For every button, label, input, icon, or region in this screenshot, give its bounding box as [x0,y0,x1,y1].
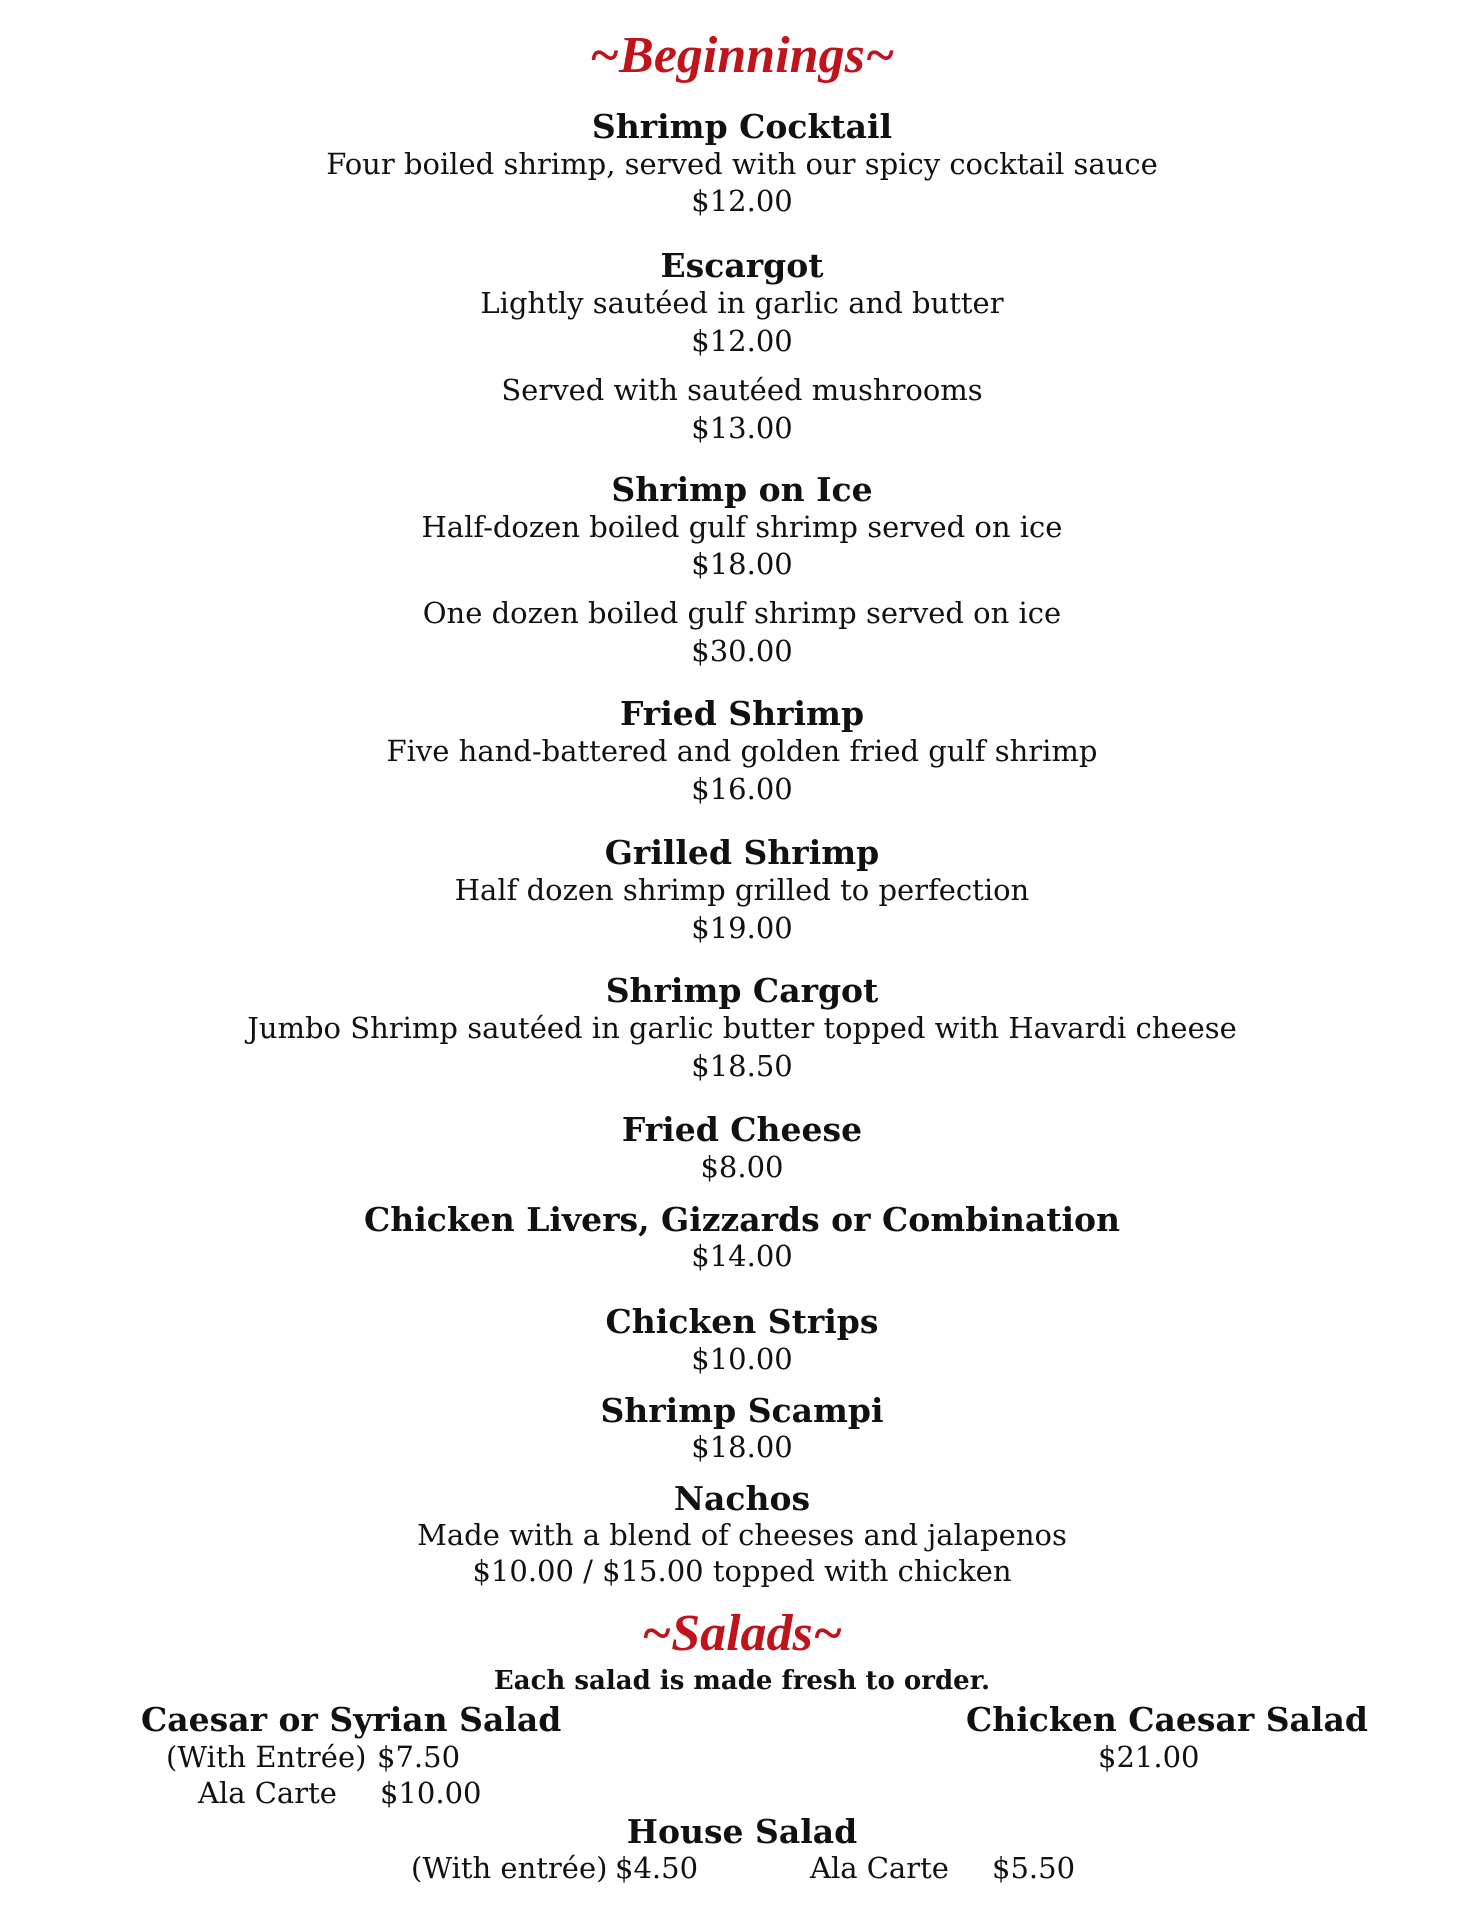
ala-carte-label: Ala Carte [810,1851,949,1885]
item-price: $21.00 [1098,1740,1200,1774]
item-price: $8.00 [700,1150,784,1184]
item-description: Half-dozen boiled gulf shrimp served on ice [421,510,1063,544]
item-price: $10.00 [691,1342,793,1376]
with-entree-price: $4.50 [615,1851,699,1885]
item-name: Nachos [673,1479,811,1518]
item-name: Chicken Strips [605,1302,879,1341]
item-price: $14.00 [691,1239,793,1273]
item-name: Shrimp Cocktail [591,107,893,146]
with-entree-label: (With entrée) [411,1851,608,1885]
item-name: Fried Shrimp [619,694,865,733]
item-variant-price: $13.00 [691,411,793,445]
item-variant-description: Served with sautéed mushrooms [501,373,983,407]
item-description: Four boiled shrimp, served with our spicy cocktail sauce [326,147,1158,181]
item-name: Chicken Caesar Salad [966,1700,1368,1739]
item-name: Grilled Shrimp [604,833,880,872]
item-name: Escargot [660,246,824,285]
salads-title: ~Salads~ [641,1605,843,1662]
item-name: Caesar or Syrian Salad [141,1700,562,1739]
item-name: Shrimp on Ice [611,470,873,509]
item-description: Five hand-battered and golden fried gulf shrimp [386,734,1098,768]
ala-carte-price: $10.00 [380,1776,482,1810]
item-name: Shrimp Scampi [600,1391,884,1430]
beginnings-title: ~Beginnings~ [589,27,895,84]
with-entree-label: (With Entrée) [166,1740,367,1774]
item-name: Chicken Livers, Gizzards or Combination [363,1200,1121,1239]
ala-carte-price: $5.50 [992,1851,1076,1885]
item-description: Half dozen shrimp grilled to perfection [454,873,1030,907]
item-description: Jumbo Shrimp sautéed in garlic butter topped with Havardi cheese [247,1011,1237,1045]
item-price: $16.00 [691,772,793,806]
item-price: $19.00 [691,911,793,945]
item-description: Lightly sautéed in garlic and butter [480,286,1004,320]
item-price: $12.00 [691,324,793,358]
item-name: House Salad [626,1812,858,1851]
item-variant-price: $30.00 [691,634,793,668]
with-entree-price: $7.50 [377,1740,461,1774]
item-name: Shrimp Cargot [605,971,879,1010]
item-price: $18.00 [691,547,793,581]
item-price: $18.00 [691,1430,793,1464]
item-price: $12.00 [691,184,793,218]
item-price: $18.50 [691,1049,793,1083]
item-variant-description: One dozen boiled gulf shrimp served on ice [422,596,1062,630]
ala-carte-label: Ala Carte [198,1776,337,1810]
item-description: Made with a blend of cheeses and jalapenos [417,1518,1067,1552]
item-name: Fried Cheese [621,1110,863,1149]
item-price: $10.00 / $15.00 topped with chicken [472,1554,1012,1588]
salads-note: Each salad is made fresh to order. [493,1666,991,1696]
